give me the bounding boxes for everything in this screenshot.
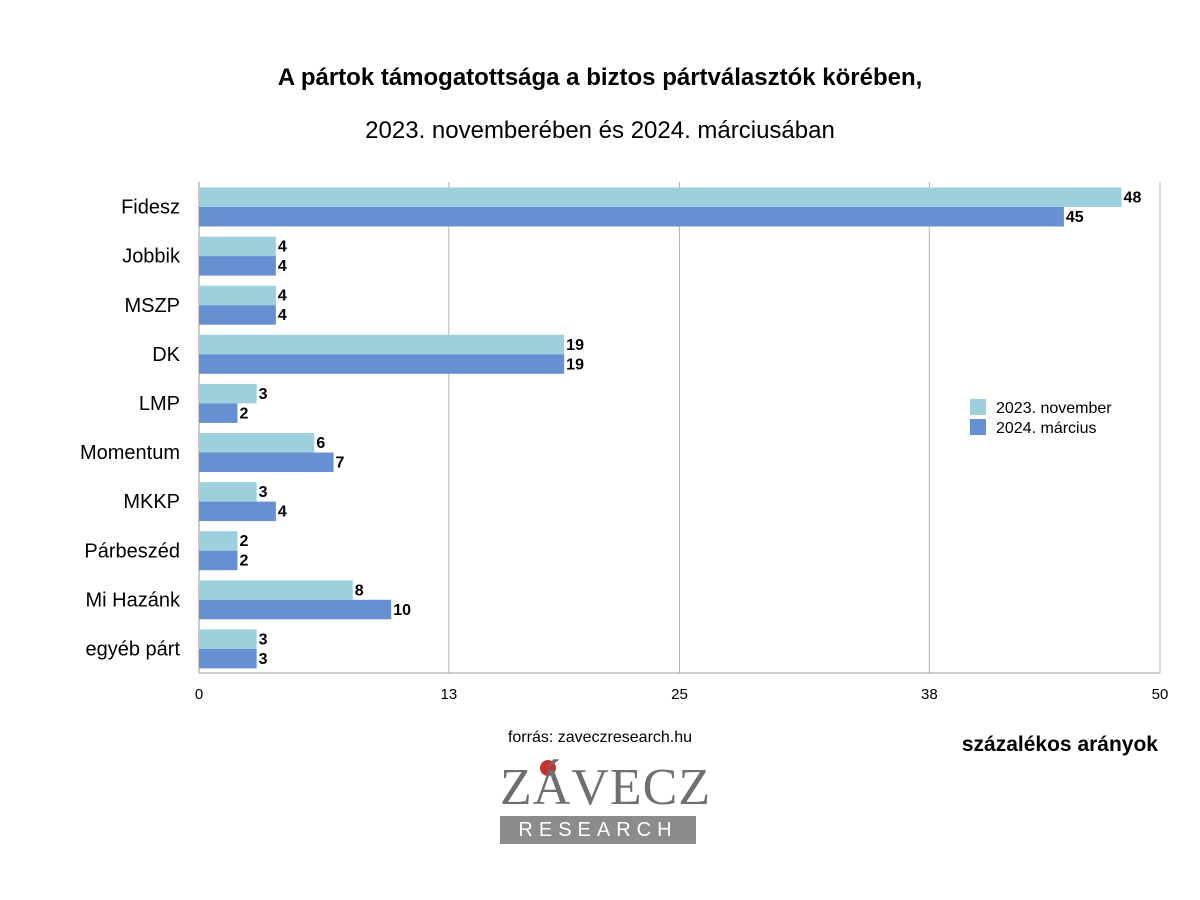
- logo-wordmark: ZÁVECZ: [500, 759, 712, 816]
- category-label: egyéb párt: [85, 638, 180, 661]
- bar: [199, 649, 257, 669]
- legend-label: 2024. március: [996, 420, 1097, 437]
- legend-label: 2023. november: [996, 400, 1112, 417]
- x-tick-label: 38: [921, 686, 938, 703]
- data-label: 4: [277, 258, 287, 276]
- chart-title: A pártok támogatottsága a biztos pártválasztók körében,: [277, 64, 923, 91]
- x-tick-label: 25: [671, 686, 688, 703]
- bar: [199, 335, 564, 355]
- bar: [199, 256, 276, 276]
- data-label: 7: [335, 454, 345, 472]
- category-label: DK: [152, 343, 180, 366]
- zavecz-research-logo: [500, 758, 712, 846]
- category-label: Párbeszéd: [84, 540, 180, 563]
- data-label: 4: [277, 307, 287, 325]
- unit-label: százalékos arányok: [961, 733, 1158, 756]
- legend-swatch: [970, 419, 986, 435]
- bar: [199, 531, 237, 551]
- bar: [199, 482, 257, 502]
- bar: [199, 433, 314, 453]
- data-label: 2: [239, 405, 249, 423]
- bar: [199, 354, 564, 374]
- bar: [199, 629, 257, 649]
- data-label: 8: [354, 582, 364, 600]
- category-label: Mi Hazánk: [85, 589, 180, 612]
- logo-research-bar: RESEARCH: [500, 816, 696, 844]
- data-label: 4: [277, 238, 287, 256]
- bar: [199, 207, 1064, 227]
- bar: [199, 237, 276, 257]
- data-label: 3: [258, 385, 268, 403]
- data-label: 2: [239, 552, 249, 570]
- category-label: Momentum: [79, 442, 180, 465]
- data-label: 10: [393, 601, 411, 619]
- data-label: 3: [258, 650, 268, 668]
- data-label: 45: [1065, 209, 1084, 226]
- bar: [199, 286, 276, 306]
- data-label: 4: [277, 503, 287, 521]
- category-label: MKKP: [123, 491, 180, 514]
- data-label: 3: [258, 484, 268, 502]
- category-label: MSZP: [124, 294, 180, 317]
- chart-subtitle: 2023. novemberében és 2024. márciusában: [365, 117, 835, 144]
- bar: [199, 551, 237, 571]
- bar: [199, 600, 391, 620]
- data-label: 4: [277, 287, 287, 305]
- source-note: forrás: zaveczresearch.hu: [507, 729, 693, 746]
- bar: [199, 502, 276, 521]
- bar: [199, 384, 257, 404]
- data-label: 19: [566, 356, 584, 374]
- bar: [199, 580, 353, 600]
- data-label: 3: [258, 631, 268, 649]
- data-label: 48: [1123, 189, 1142, 207]
- x-tick-label: 13: [440, 686, 458, 703]
- category-label: Fidesz: [121, 196, 180, 219]
- data-label: 6: [316, 435, 326, 452]
- data-label: 2: [239, 533, 249, 551]
- bar: [199, 305, 276, 325]
- bar: [199, 188, 1122, 208]
- legend-swatch: [970, 399, 986, 415]
- category-label: Jobbik: [122, 245, 180, 268]
- bar: [199, 403, 237, 423]
- x-tick-label: 0: [194, 686, 204, 703]
- x-tick-label: 50: [1151, 686, 1169, 703]
- category-label: LMP: [138, 392, 180, 415]
- data-label: 19: [566, 336, 584, 354]
- bar: [199, 453, 334, 473]
